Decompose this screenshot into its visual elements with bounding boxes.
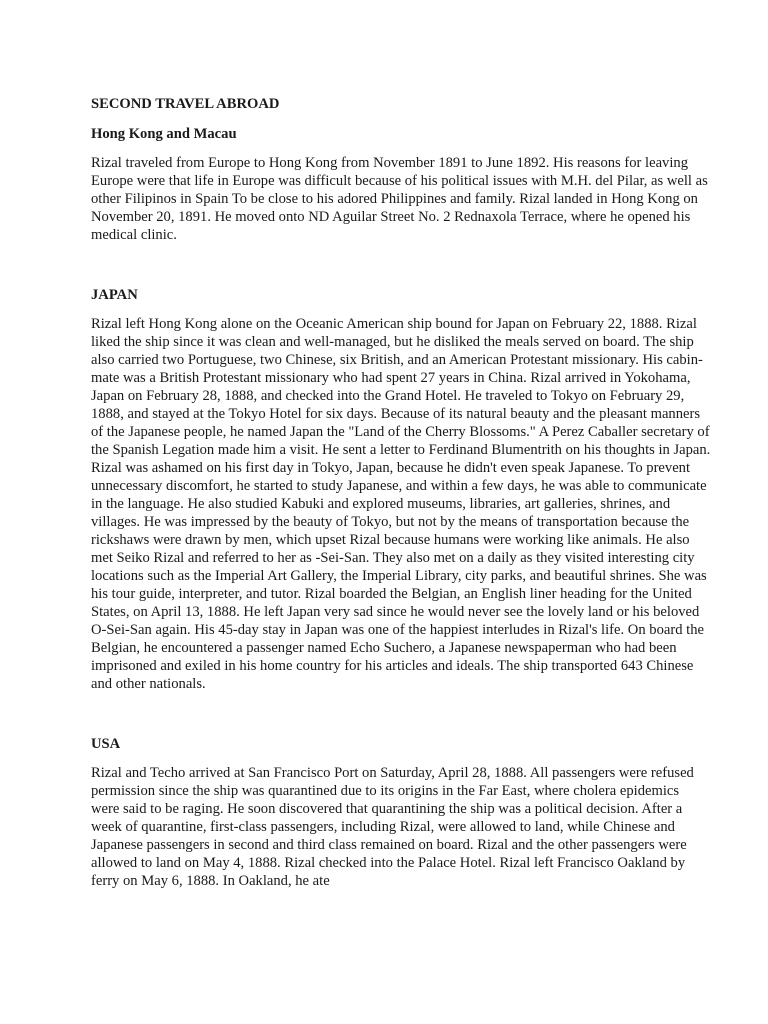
section-body-japan: Rizal left Hong Kong alone on the Oceanic American ship bound for Japan on February 22, 1888. Rizal liked the ship since it was clean and well-managed, but he disliked the meals served on board. The ship also carried two Portuguese, two Chinese, six British, and an American Protestant missionary. His cabin-mate was a British Protestant missionary who had spent 27 years in China. Rizal arrived in Yokohama, Japan on February 28, 1888, and checked into the Grand Hotel. He traveled to Tokyo on February 29, 1888, and stayed at the Tokyo Hotel for six days. Because of its natural beauty and the pleasant manners of the Japanese people, he named Japan the "Land of the Cherry Blossoms." A Perez Caballer secretary of the Spanish Legation made him a visit. He sent a letter to Ferdinand Blumentrith on his thoughts in Japan. Rizal was ashamed on his first day in Tokyo, Japan, because he didn't even speak Japanese. To prevent unnecessary discomfort, he started to study Japanese, and within a few days, he was able to communicate in the language. He also studied Kabuki and explored museums, libraries, art galleries, shrines, and villages. He was impressed by the beauty of Tokyo, but not by the means of transportation because the rickshaws were drawn by men, which upset Rizal because humans were working like animals. He also met Seiko Rizal and referred to her as -Sei-San. They also met on a daily as they visited interesting city locations such as the Imperial Art Gallery, the Imperial Library, city parks, and beautiful shrines. She was his tour guide, interpreter, and tutor. Rizal boarded the Belgian, an English liner heading for the United States, on April 13, 1888. He left Japan very sad since he would never see the lovely land or his beloved O-Sei-San again. His 45-day stay in Japan was one of the happiest interludes in Rizal's life. On board the Belgian, he encountered a passenger named Echo Suchero, a Japanese newspaperman who had been imprisoned and exiled in his home country for his articles and ideals. The ship transported 643 Chinese and other nationals.	[91, 316, 711, 692]
document-title: SECOND TRAVEL ABROAD	[91, 96, 280, 112]
section-body-hong-kong: Rizal traveled from Europe to Hong Kong from November 1891 to June 1892. His reasons for leaving Europe were that life in Europe was difficult because of his political issues with M.H. del Pilar, as well as other Filipinos in Spain To be close to his adored Philippines and family. Rizal landed in Hong Kong on November 20, 1891. He moved onto ND Aguilar Street No. 2 Rednaxola Terrace, where he opened his medical clinic.	[91, 155, 708, 243]
section-spacer	[91, 693, 711, 735]
document-page	[91, 95, 711, 890]
section-heading-usa: USA	[91, 736, 121, 752]
section-spacer	[91, 244, 711, 286]
section-heading-japan: JAPAN	[91, 287, 138, 303]
section-body-usa: Rizal and Techo arrived at San Francisco Port on Saturday, April 28, 1888. All passengers were refused permission since the ship was quarantined due to its origins in the Far East, where cholera epidemics were said to be raging. He soon discovered that quarantining the ship was a political decision. After a week of quarantine, first-class passengers, including Rizal, were allowed to land, while Chinese and Japanese passengers in second and third class remained on board. Rizal and the other passengers were allowed to land on May 4, 1888. Rizal checked into the Palace Hotel. Rizal left Francisco Oakland by ferry on May 6, 1888. In Oakland, he ate	[91, 765, 694, 889]
section-heading-hong-kong: Hong Kong and Macau	[91, 126, 237, 142]
